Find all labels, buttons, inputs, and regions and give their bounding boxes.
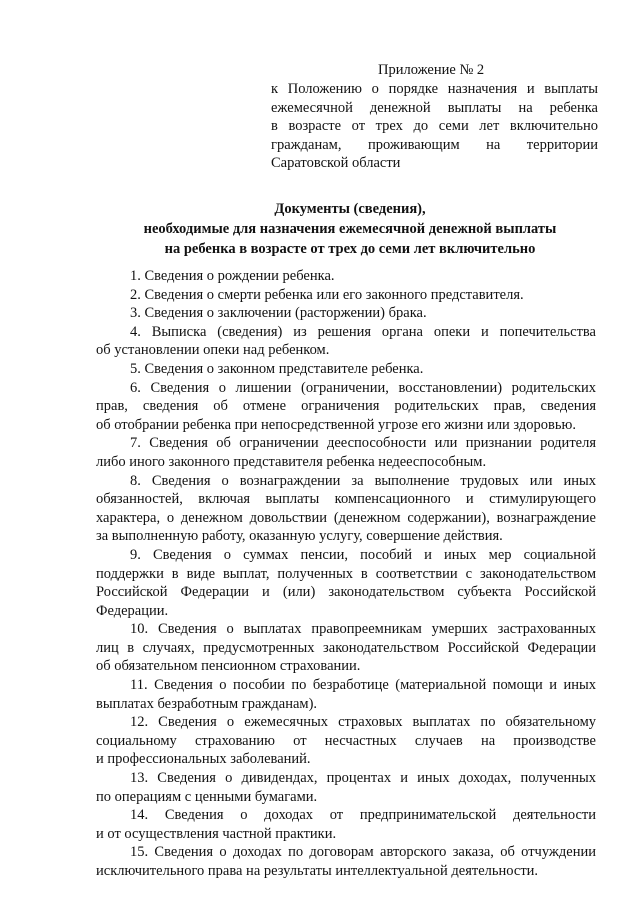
list-item-9-cont: поддержки в виде выплат, полученных в соответствии с законодательством [96,565,596,582]
list-item-1: 1. Сведения о рождении ребенка. [130,268,335,284]
document-title [90,199,610,259]
appendix-subtitle [271,80,598,173]
document-title-line: необходимые для назначения ежемесячной денежной выплаты [143,221,557,237]
appendix-subtitle-line: к Положению о порядке назначения и выплаты [271,81,598,97]
list-item-7: 7. Сведения об ограничении дееспособности или признании родителя [130,435,596,452]
list-item-15: 15. Сведения о доходах по договорам авторского заказа, об отчуждении [130,844,596,861]
list-item-12-cont: социальному страхованию от несчастных случаев на производстве [96,732,596,749]
list-item-8-cont: обязанностей, включая выплаты компенсационного и стимулирующего [96,491,596,508]
list-item-10: 10. Сведения о выплатах правопреемникам умерших застрахованных [130,621,596,638]
list-item-8-cont: характера, о денежном довольствии (денежном содержании), вознаграждение [96,509,596,526]
list-item-9-cont: Российской Федерации и (или) законодательством субъекта Российской [96,584,596,601]
list-item-5: 5. Сведения о законном представителе ребенка. [130,360,424,377]
list-item-12: 12. Сведения о ежемесячных страховых выплатах по обязательному [130,714,596,731]
document-title-line: Документы (сведения), [274,201,426,217]
list-item-7-cont: либо иного законного представителя ребенка недееспособным. [96,453,487,470]
list-item-6-cont: прав, сведения об отмене ограничения родительских прав, сведения [96,398,596,415]
list-item-4-cont: об установлении опеки над ребенком. [96,342,330,359]
list-item-9: 9. Сведения о суммах пенсии, пособий и иных мер социальной [130,546,596,563]
list-item-8: 8. Сведения о вознаграждении за выполнение трудовых или иных [130,472,596,489]
document-body [96,267,596,881]
list-item-10-cont: об обязательном пенсионном страховании. [96,658,361,675]
list-item-8-cont: за выполненную работу, оказанную услугу, совершение действия. [96,528,503,545]
list-item-14: 14. Сведения о доходах от предпринимательской деятельности [130,807,596,824]
appendix-subtitle-line: гражданам, проживающим на территории [271,136,598,153]
list-item-12-cont: и профессиональных заболеваний. [96,751,311,768]
list-item-10-cont: лиц в случаях, предусмотренных законодательством Российской Федерации [96,639,596,656]
list-item-3: 3. Сведения о заключении (расторжении) брака. [130,305,427,322]
list-item-11: 11. Сведения о пособии по безработице (материальной помощи и иных [130,677,596,694]
appendix-subtitle-line: Саратовской области [271,155,401,171]
list-item-13: 13. Сведения о дивидендах, процентах и иных доходах, полученных [130,770,596,787]
appendix-title: Приложение № 2 [378,62,485,78]
list-item-14-cont: и от осуществления частной практики. [96,825,337,842]
list-item-6: 6. Сведения о лишении (ограничении, восстановлении) родительских [130,379,596,396]
list-item-11-cont: выплатах безработным гражданам). [96,695,318,712]
appendix-subtitle-line: ежемесячной денежной выплаты на ребенка [271,99,598,116]
appendix-subtitle-line: в возрасте от трех до семи лет включительно [271,118,598,134]
list-item-6-cont: об отобрании ребенка при непосредственной угрозе его жизни или здоровью. [96,416,576,433]
list-item-13-cont: по операциям с ценными бумагами. [96,788,318,805]
list-item-15-cont: исключительного права на результаты интеллектуальной деятельности. [96,863,539,879]
list-item-2: 2. Сведения о смерти ребенка или его законного представителя. [130,286,524,303]
list-item-9-cont: Федерации. [96,602,169,619]
document-title-line: на ребенка в возрасте от трех до семи лет включительно [164,241,536,257]
list-item-4: 4. Выписка (сведения) из решения органа опеки и попечительства [130,323,596,340]
